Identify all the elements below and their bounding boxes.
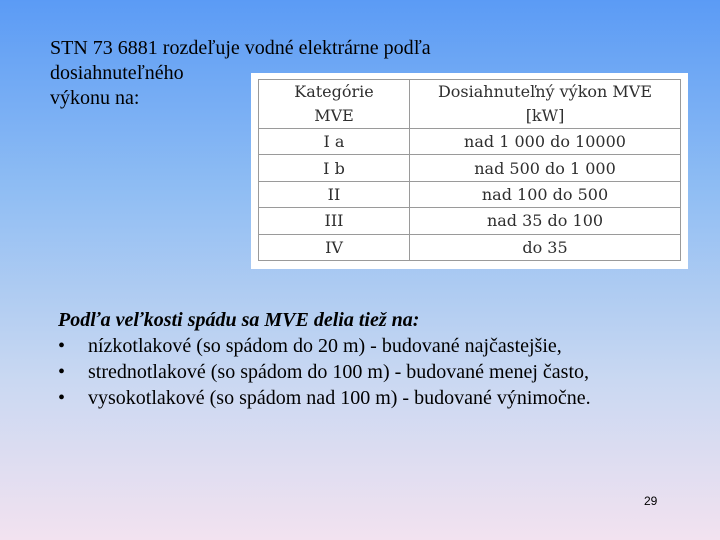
bullet-list xyxy=(58,333,698,411)
row-power: nad 1 000 do 10000 xyxy=(410,129,681,155)
row-power: nad 100 do 500 xyxy=(410,181,681,207)
category-table xyxy=(258,79,681,261)
header-category-line-1: Kategórie xyxy=(294,82,374,101)
table-row xyxy=(259,129,681,155)
row-category: IV xyxy=(259,234,410,260)
intro-line-3: výkonu na: xyxy=(50,87,140,109)
head-classification-section xyxy=(58,307,698,411)
table-row xyxy=(259,208,681,234)
list-item xyxy=(58,333,698,359)
section-title: Podľa veľkosti spádu sa MVE delia tiež na: xyxy=(58,309,420,331)
header-power-line-1: Dosiahnuteľný výkon MVE xyxy=(437,82,653,101)
table-header-row xyxy=(259,80,681,129)
table-row xyxy=(259,234,681,260)
header-power xyxy=(410,80,681,129)
bullet-icon: • xyxy=(58,361,66,383)
row-category: I b xyxy=(259,155,410,181)
list-item-text: nízkotlakové (so spádom do 20 m) - budované najčastejšie, xyxy=(88,335,562,357)
header-category-line-2: MVE xyxy=(314,106,354,125)
list-item xyxy=(58,359,698,385)
list-item-text: strednotlakové (so spádom do 100 m) - budované menej často, xyxy=(88,361,589,383)
category-table-image xyxy=(251,73,688,269)
table-row xyxy=(259,155,681,181)
row-power: nad 500 do 1 000 xyxy=(410,155,681,181)
page-number: 29 xyxy=(644,494,658,508)
list-item xyxy=(58,385,698,411)
header-category xyxy=(259,80,410,129)
table-row xyxy=(259,181,681,207)
header-power-line-2: [kW] xyxy=(525,106,565,125)
bullet-icon: • xyxy=(58,335,66,357)
row-category: III xyxy=(259,208,410,234)
intro-line-2: dosiahnuteľného xyxy=(50,62,184,84)
row-power: do 35 xyxy=(410,234,681,260)
row-power: nad 35 do 100 xyxy=(410,208,681,234)
bullet-icon: • xyxy=(58,387,66,409)
list-item-text: vysokotlakové (so spádom nad 100 m) - budované výnimočne. xyxy=(88,387,591,409)
intro-line-1: STN 73 6881 rozdeľuje vodné elektrárne podľa xyxy=(50,37,431,59)
row-category: II xyxy=(259,181,410,207)
row-category: I a xyxy=(259,129,410,155)
